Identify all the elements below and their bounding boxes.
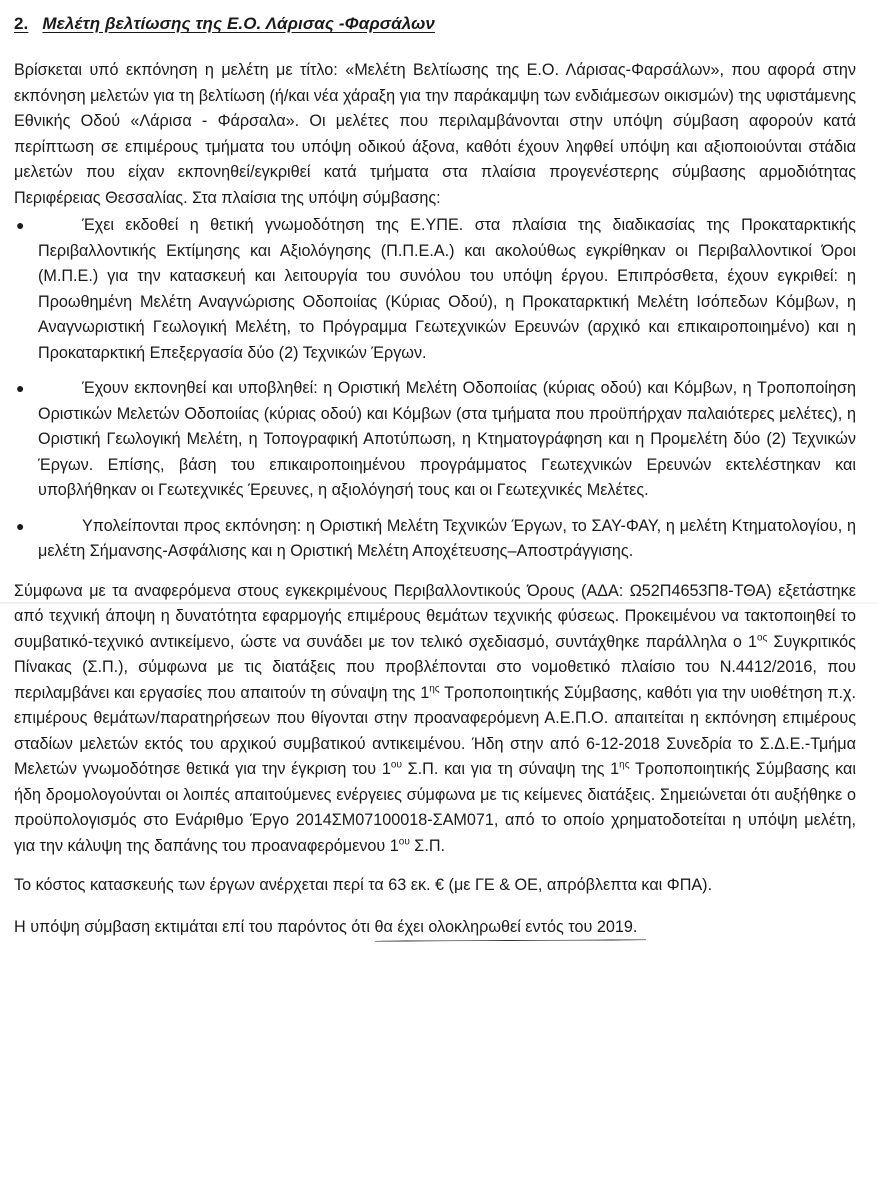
list-item-text: Έχουν εκπονηθεί και υποβληθεί: η Οριστική Μελέτη Οδοποιίας (κύριας οδού) και Κόμβων, η Τροποποίηση Οριστικών Μελετών Οδοποιίας (κύριας οδού) και Κόμβων (στα τμήματα που προϋπήρχαν παλαιότερες μελέτες), η Οριστική Γεωλογική Μελέτη, η Τοπογραφική Αποτύπωση, η Κτηματογράφηση και η Προμελέτη δύο (2) Τεχνικών Έργων. Επίσης, βάση του επικαιροποιημένου προγράμματος Γεωτεχνικών Ερευνών εκτελέστηκαν και υποβλήθηκαν οι Γεωτεχνικές Έρευνες, η αξιολόγησή τους και οι Γεωτεχνικές Μελέτες.: [38, 379, 856, 499]
list-item: [14, 213, 856, 366]
para-text: Η υπόψη σύμβαση εκτιμάται επί του παρόντος ότι: [14, 917, 375, 936]
ordinal-suffix: ου: [390, 759, 402, 771]
cost-paragraph: Το κόστος κατασκευής των έργων ανέρχεται περί τα 63 εκ. € (με ΓΕ & ΟΕ, απρόβλεπτα και ΦΠΑ).: [14, 876, 713, 894]
ordinal-suffix: ης: [429, 683, 440, 695]
section-title: Μελέτη βελτίωσης της Ε.Ο. Λάρισας -Φαρσάλων: [42, 14, 435, 33]
para-text: Σ.Π. και για τη σύναψη της 1: [401, 760, 620, 778]
para-text: Τροποποιητικής Σύμβασης, καθότι για την υιοθέτηση π.χ. επιμέρους θεμάτων/παρατηρήσεων που θίγονται στην προαναφερόμενη Α.Ε.Π.Ο. απαιτείται η εκπόνηση επιμέρους σταδίων μελετών εκτός του αρχικού συμβατικού αντικειμένου. Ήδη στην από 6-12-2018 Συνεδρία το Σ.Δ.Ε.-Τμήμα Μελετών γνωμοδότησε θετικά για την έγκριση του 1: [14, 683, 856, 778]
list-item-text: Έχει εκδοθεί η θετική γνωμοδότηση της Ε.ΥΠΕ. στα πλαίσια της διαδικασίας της Προκαταρκτικής Περιβαλλοντικής Εκτίμησης και Αξιολόγησης (Π.Π.Ε.Α.) και ακολούθως εγκρίθηκαν οι Περιβαλλοντικοί Όροι (Μ.Π.Ε.) για την κατασκευή και λειτουργία του συνόλου του υπόψη έργου. Επιπρόσθετα, έχουν εγκριθεί: η Προωθημένη Μελέτη Αναγνώρισης Οδοποιίας (Κύριας Οδού), η Προκαταρκτική Μελέτη Ισόπεδων Κόμβων, η Αναγνωριστική Γεωλογική Μελέτη, το Πρόγραμμα Γεωτεχνικών Ερευνών (αρχικό και επικαιροποιημένο) και η Προκαταρκτική Επεξεργασία δύο (2) Τεχνικών Έργων.: [38, 216, 856, 362]
bullet-icon: ●: [16, 517, 25, 534]
ordinal-suffix: ου: [398, 836, 410, 848]
bullet-list: [14, 213, 856, 565]
intro-paragraph: Βρίσκεται υπό εκπόνηση η μελέτη με τίτλο: «Μελέτη Βελτίωσης της Ε.Ο. Λάρισας-Φαρσάλων», που αφορά στην εκπόνηση μελετών για τη βελτίωση (ή/και νέα χάραξη για την παράκαμψη των ενδιάμεσων οικισμών) της υφιστάμενης Εθνικής Οδού «Λάρισα - Φάρσαλα». Οι μελέτες που περιλαμβάνονται στην υπόψη σύμβαση αφορούν κατά περίπτωση σε επιμέρους τμήματα του υπόψη οδικού άξονα, καθότι έχουν ληφθεί υπόψη και αξιοποιούνται στάδια μελετών που είχαν εκπονηθεί/εγκριθεί κατά τμήματα στα πλαίσια προγενέστερης σύμβασης αρμοδιότητας Περιφέρειας Θεσσαλίας. Στα πλαίσια της υπόψη σύμβασης:: [14, 61, 856, 207]
list-item: [14, 376, 856, 504]
bullet-icon: ●: [16, 217, 25, 233]
ordinal-suffix: ος: [756, 632, 768, 644]
para-text: Σ.Π.: [409, 836, 446, 855]
section-number: 2.: [14, 14, 29, 33]
bullet-icon: ●: [16, 380, 25, 396]
para-text: Τροποποιητικής Σύμβασης και ήδη δρομολογούνται οι λοιπές απαιτούμενες ενέργειες σύμφωνα με τις κείμενες διατάξεις. Σημειώνεται ότι αυξήθηκε ο προϋπολογισμός στο Ενάριθμο Έργο 2014ΣΜ07100018-ΣΑΜ071, από το οποίο χρηματοδοτείται η υπόψη μελέτη, για την κάλυψη της δαπάνης του προαναφερόμενου 1: [14, 760, 856, 855]
handwritten-underline: θα έχει ολοκληρωθεί εντός του 2019.: [374, 917, 638, 936]
para-text: Συγκριτικός Πίνακας (Σ.Π.), σύμφωνα με τις διατάξεις που προβλέπονται στο νομοθετικό πλαίσιο του Ν.4412/2016, που περιλαμβάνει και εργασίες που απαιτούν τη σύναψη της 1: [14, 632, 856, 702]
list-item: [14, 514, 856, 565]
environmental-terms-paragraph: [14, 579, 856, 860]
section-heading: [14, 14, 856, 34]
completion-paragraph: [14, 915, 856, 941]
para-text: Σύμφωνα με τα αναφερόμενα στους εγκεκριμένους Περιβαλλοντικούς Όρους (ΑΔΑ: Ω52Π4653Π8-ΤΘΑ) εξετάστηκε από τεχνική άποψη η δυνατότητα εφαρμογής επιμέρους θεμάτων τεχνικής φύσεως. Προκειμένου να τακτοποιηθεί το συμβατικό-τεχνικό αντικείμενο, ώστε να συνάδει με τον τελικό σχεδιασμό, συντάχθηκε παράλληλα ο 1: [14, 581, 856, 651]
ordinal-suffix: ης: [619, 759, 630, 771]
list-item-text: Υπολείπονται προς εκπόνηση: η Οριστική Μελέτη Τεχνικών Έργων, το ΣΑΥ-ΦΑΥ, η μελέτη Κτηματολογίου, η μελέτη Σήμανσης-Ασφάλισης και η Οριστική Μελέτη Αποχέτευσης–Αποστράγγισης.: [38, 516, 856, 560]
scan-artifact-line: [0, 602, 878, 604]
